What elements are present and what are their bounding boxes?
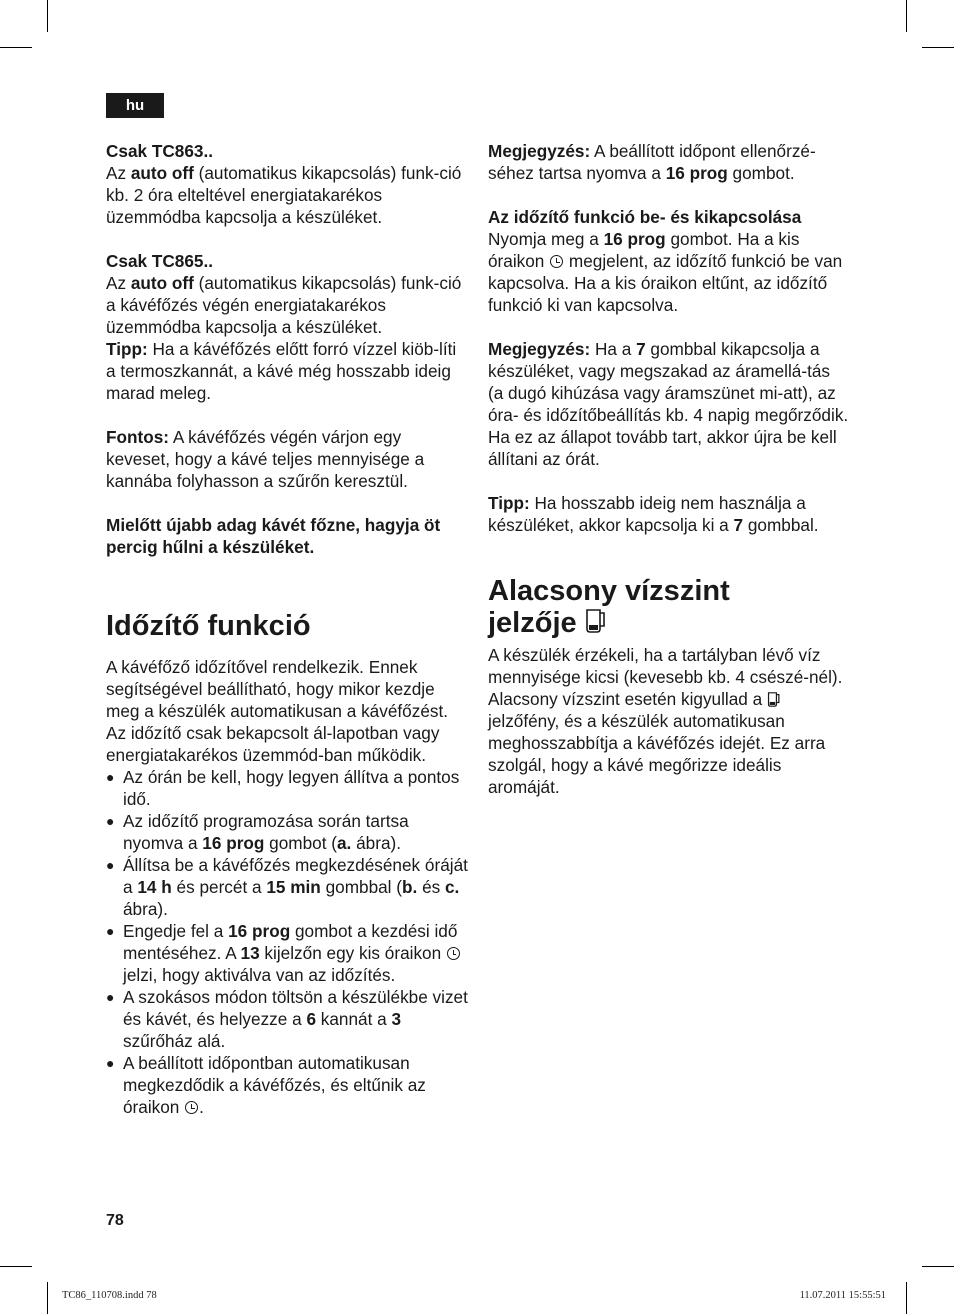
cool-down-warning: Mielőtt újabb adag kávét főzne, hagyja öt percig hűlni a készüléket. xyxy=(106,515,441,557)
timer-heading: Időzítő funkció xyxy=(106,610,311,642)
left-column xyxy=(106,140,468,1118)
tip-paragraph: Tipp: Ha a kávéfőzés előtt forró vízzel kiöb-líti a termoszkannát, a kávé még hosszabb ideig marad meleg. xyxy=(106,339,457,403)
tc863-text: Az auto off (automatikus kikapcsolás) funk-ció kb. 2 óra elteltével energiatakarékos üzemmódba kapcsolja a készüléket. xyxy=(106,163,462,227)
language-tag: hu xyxy=(106,93,164,118)
low-water-text-1: A készülék érzékeli, ha a tartályban lévő víz mennyisége kicsi (kevesebb kb. 4 csészé-nél). xyxy=(488,645,843,687)
water-jug-icon xyxy=(585,607,607,635)
crop-mark xyxy=(922,1266,954,1267)
right-column xyxy=(488,140,850,798)
important-paragraph: Fontos: A kávéfőzés végén várjon egy keveset, hogy a kávé teljes mennyisége a kannába folyhasson a szűrőn keresztül. xyxy=(106,427,425,491)
list-item: ● Az időzítő programozása során tartsa nyomva a 16 prog gombot (a. ábra). xyxy=(106,810,468,854)
clock-icon xyxy=(185,1101,198,1114)
water-jug-icon xyxy=(767,691,781,708)
list-item: ● A beállított időpontban automatikusan megkezdődik a kávéfőzés, és eltűnik az óraikon . xyxy=(106,1052,468,1118)
note-power-off: Megjegyzés: Ha a 7 gombbal kikapcsolja a készüléket, vagy megszakad az áramellá-tás (a dugó kihúzása vagy áramszünet mi-att), az óra- és időzítőbeállítás kb. 4 napig megőrződik. Ha ez az állapot tovább tart, akkor újra be kell állítani az órát. xyxy=(488,339,849,469)
slug-date: 11.07.2011 15:55:51 xyxy=(799,1290,886,1301)
tc865-text: Az auto off (automatikus kikapcsolás) funk-ció a kávéfőzés végén energiatakarékos üzemmódba kapcsolja a készüléket. xyxy=(106,273,462,337)
low-water-heading: Alacsony vízszint jelzője xyxy=(488,575,730,639)
tc865-title: Csak TC865.. xyxy=(106,251,214,271)
crop-mark xyxy=(47,1282,48,1314)
low-water-text-2: Alacsony vízszint esetén kigyullad a jelzőfény, és a készülék automatikusan meghosszabbítja a kávéfőzés idejét. Ez arra szolgál, hogy a kávé megőrizze ideális aromáját. xyxy=(488,689,826,797)
list-item: ● Az órán be kell, hogy legyen állítva a pontos idő. xyxy=(106,766,468,810)
page-number: 78 xyxy=(106,1212,124,1229)
crop-mark xyxy=(922,47,954,48)
crop-mark xyxy=(906,0,907,32)
clock-icon xyxy=(550,255,563,268)
tc863-title: Csak TC863.. xyxy=(106,141,214,161)
crop-mark xyxy=(0,47,32,48)
crop-mark xyxy=(0,1266,32,1267)
tip-long-unused: Tipp: Ha hosszabb ideig nem használja a készüléket, akkor kapcsolja ki a 7 gombbal. xyxy=(488,493,819,535)
list-item: ● A szokásos módon töltsön a készülékbe vizet és kávét, és helyezze a 6 kannát a 3 szűrőház alá. xyxy=(106,986,468,1052)
crop-mark xyxy=(906,1282,907,1314)
list-item: ● Állítsa be a kávéfőzés megkezdésének óráját a 14 h és percét a 15 min gombbal (b. és c. ábra). xyxy=(106,854,468,920)
crop-mark xyxy=(47,0,48,32)
timer-toggle-title: Az időzítő funkció be- és kikapcsolása xyxy=(488,207,802,227)
clock-icon xyxy=(447,947,460,960)
slug-file: TC86_110708.indd 78 xyxy=(62,1290,157,1301)
timer-intro: A kávéfőző időzítővel rendelkezik. Ennek segítségével beállítható, hogy mikor kezdje meg a készülék automatikusan a kávéfőzést. Az időzítő csak bekapcsolt ál-lapotban vagy energiatakarékos üzemmód-ban működik. xyxy=(106,657,449,765)
timer-toggle-text: Nyomja meg a 16 prog gombot. Ha a kis óraikon megjelent, az időzítő funkció be van kapcsolva. Ha a kis óraikon eltűnt, az időzítő funkció ki van kapcsolva. xyxy=(488,229,843,315)
note-check-time: Megjegyzés: A beállított időpont ellenőrzé-séhez tartsa nyomva a 16 prog gombot. xyxy=(488,141,816,183)
timer-steps-list xyxy=(106,766,468,1118)
list-item: ● Engedje fel a 16 prog gombot a kezdési idő mentéséhez. A 13 kijelzőn egy kis óraikon jelzi, hogy aktiválva van az időzítés. xyxy=(106,920,468,986)
